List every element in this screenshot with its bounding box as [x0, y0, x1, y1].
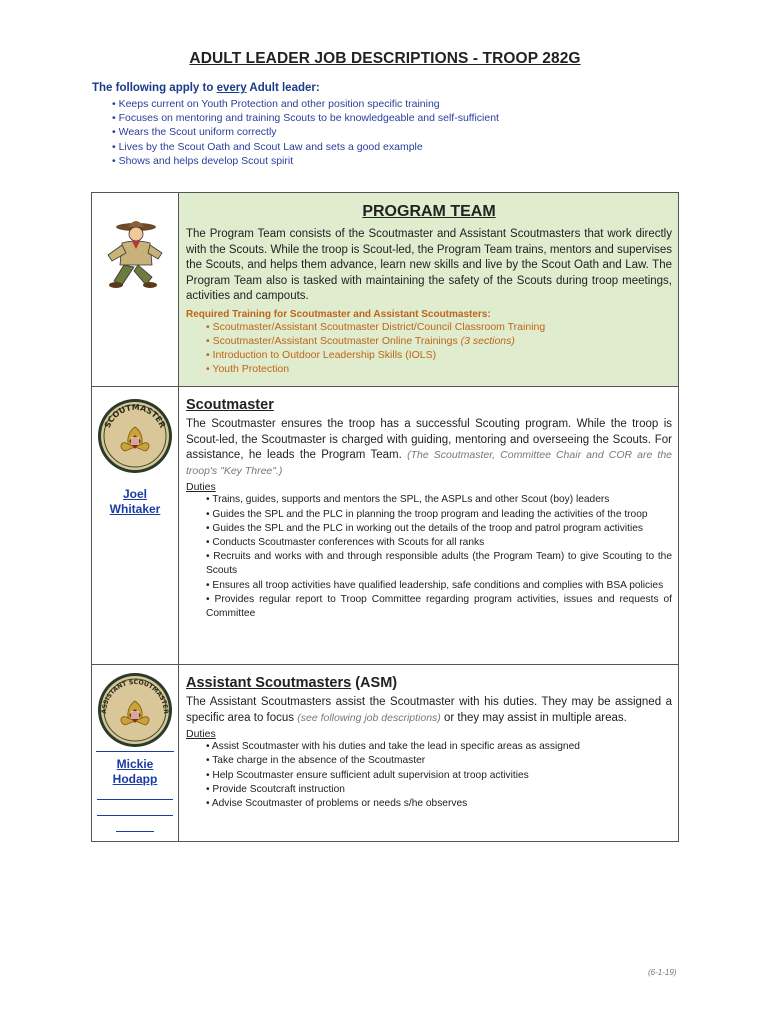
list-item: • Advise Scoutmaster of problems or needs s/he observes: [206, 797, 672, 811]
required-training-list: [186, 320, 672, 376]
list-item: • Wears the Scout uniform correctly: [112, 125, 499, 139]
asm-row: [92, 665, 678, 841]
blank-name-line: [116, 831, 154, 832]
asm-description: [186, 695, 672, 726]
required-training-title: Required Training for Scoutmaster and Assistant Scoutmasters:: [186, 308, 491, 320]
program-team-row: [92, 193, 678, 387]
list-item: • Recruits and works with and through responsible adults (the Program Team) to give Scouting to the Scouts: [206, 550, 672, 578]
scoutmaster-image-cell: [92, 387, 179, 664]
list-item: [206, 334, 672, 348]
list-item: • Take charge in the absence of the Scoutmaster: [206, 754, 672, 768]
asm-name[interactable]: [92, 757, 178, 787]
emblem-text: ASSISTANT SCOUTMASTER: [100, 678, 170, 714]
list-item: [206, 320, 672, 334]
list-item: • Guides the SPL and the PLC in working out the details of the troop and patrol program activities: [206, 522, 672, 536]
training-text: Introduction to Outdoor Leadership Skills (IOLS): [212, 348, 437, 361]
list-item: • Keeps current on Youth Protection and other position specific training: [112, 97, 499, 111]
page-title: ADULT LEADER JOB DESCRIPTIONS - TROOP 282G: [189, 50, 581, 67]
name-line: Joel: [122, 487, 147, 501]
list-item: • Shows and helps develop Scout spirit: [112, 154, 499, 168]
description-text: The Assistant Scoutmasters assist the Scoutmaster with his duties. They may be assigned a specific area to focus: [186, 696, 672, 724]
list-item: • Provides regular report to Troop Committee regarding program activities, issues and requests of Committee: [206, 593, 672, 621]
roles-table: [91, 192, 679, 842]
heading-text: Assistant Scoutmasters: [186, 675, 352, 691]
scoutmaster-duties-list: [186, 493, 672, 621]
asm-duties-list: [186, 740, 672, 811]
list-item: • Trains, guides, supports and mentors the SPL, the ASPLs and other Scout (boy) leaders: [206, 493, 672, 507]
heading-suffix: (ASM): [351, 675, 398, 691]
divider: [96, 751, 174, 752]
list-item: • Conducts Scoutmaster conferences with Scouts for all ranks: [206, 536, 672, 550]
blank-name-line: [97, 815, 173, 816]
list-item: • Help Scoutmaster ensure sufficient adult supervision at troop activities: [206, 769, 672, 783]
scoutmaster-name[interactable]: [92, 487, 178, 517]
scoutmaster-row: [92, 387, 678, 665]
description-note: (The Scoutmaster, Committee Chair and COR are the troop's "Key Three".): [186, 449, 672, 477]
list-item: • Provide Scoutcraft instruction: [206, 783, 672, 797]
training-note: (3 sections): [460, 334, 515, 347]
duties-label: Duties: [186, 481, 216, 494]
duties-label: Duties: [186, 728, 216, 741]
program-team-heading: PROGRAM TEAM: [362, 203, 496, 220]
heading-text: Scoutmaster: [186, 397, 274, 413]
asm-content: [179, 665, 678, 841]
list-item: • Ensures all troop activities have qualified leadership, safe conditions and complies with BSA policies: [206, 579, 672, 593]
name-line: Mickie: [116, 757, 154, 771]
general-duties-list: [112, 97, 499, 168]
scout-mascot-icon: [96, 215, 176, 293]
asm-heading: [186, 675, 672, 691]
program-team-description: The Program Team consists of the Scoutmaster and Assistant Scoutmasters that work directly with the Scouts. While the troop is Scout-led, the Program Team trains, mentors and supervises the Scouts, and helps them advance, learn new skills and live by the Scout Oath and Law. The Program Team also is tasked with maintaining the safety of the Scouts during troop meetings, activities and campouts.: [186, 228, 672, 303]
intro-after: Adult leader:: [246, 82, 320, 94]
list-item: [206, 362, 672, 376]
intro-before: The following apply to: [92, 82, 217, 94]
list-item: • Guides the SPL and the PLC in planning the troop program and leading the activities of the troop: [206, 508, 672, 522]
list-item: • Assist Scoutmaster with his duties and take the lead in specific areas as assigned: [206, 740, 672, 754]
asm-image-cell: [92, 665, 179, 841]
description-text: or they may assist in multiple areas.: [440, 711, 627, 724]
list-item: • Focuses on mentoring and training Scouts to be knowledgeable and self-sufficient: [112, 111, 499, 125]
scoutmaster-heading: [186, 397, 672, 413]
name-line: Whitaker: [109, 502, 161, 516]
blank-name-line: [97, 799, 173, 800]
scoutmaster-content: [179, 387, 678, 664]
description-text: The Scoutmaster ensures the troop has a successful Scouting program. While the troop is Scout-led, the Scoutmaster is charged with guiding, mentoring and overseeing the Scouts. For assistance, he leads the Program Team.: [186, 418, 672, 462]
asm-emblem-icon: [96, 671, 174, 749]
program-team-image-cell: [92, 193, 179, 386]
training-text: Scoutmaster/Assistant Scoutmaster Online Trainings: [212, 334, 461, 347]
list-item: [206, 348, 672, 362]
intro-emph: every: [216, 82, 247, 94]
description-note: (see following job descriptions): [297, 711, 441, 724]
emblem-text: SCOUTMASTER: [102, 402, 168, 430]
scoutmaster-description: [186, 417, 672, 479]
training-text: Scoutmaster/Assistant Scoutmaster District/Council Classroom Training: [212, 320, 546, 333]
list-item: • Lives by the Scout Oath and Scout Law and sets a good example: [112, 140, 499, 154]
scoutmaster-emblem-icon: [96, 397, 174, 475]
intro-line: [92, 82, 320, 94]
training-text: Youth Protection: [212, 362, 290, 375]
footer-date: (6-1-19): [648, 968, 677, 977]
name-line: Hodapp: [112, 772, 158, 786]
program-team-content: [179, 193, 678, 386]
